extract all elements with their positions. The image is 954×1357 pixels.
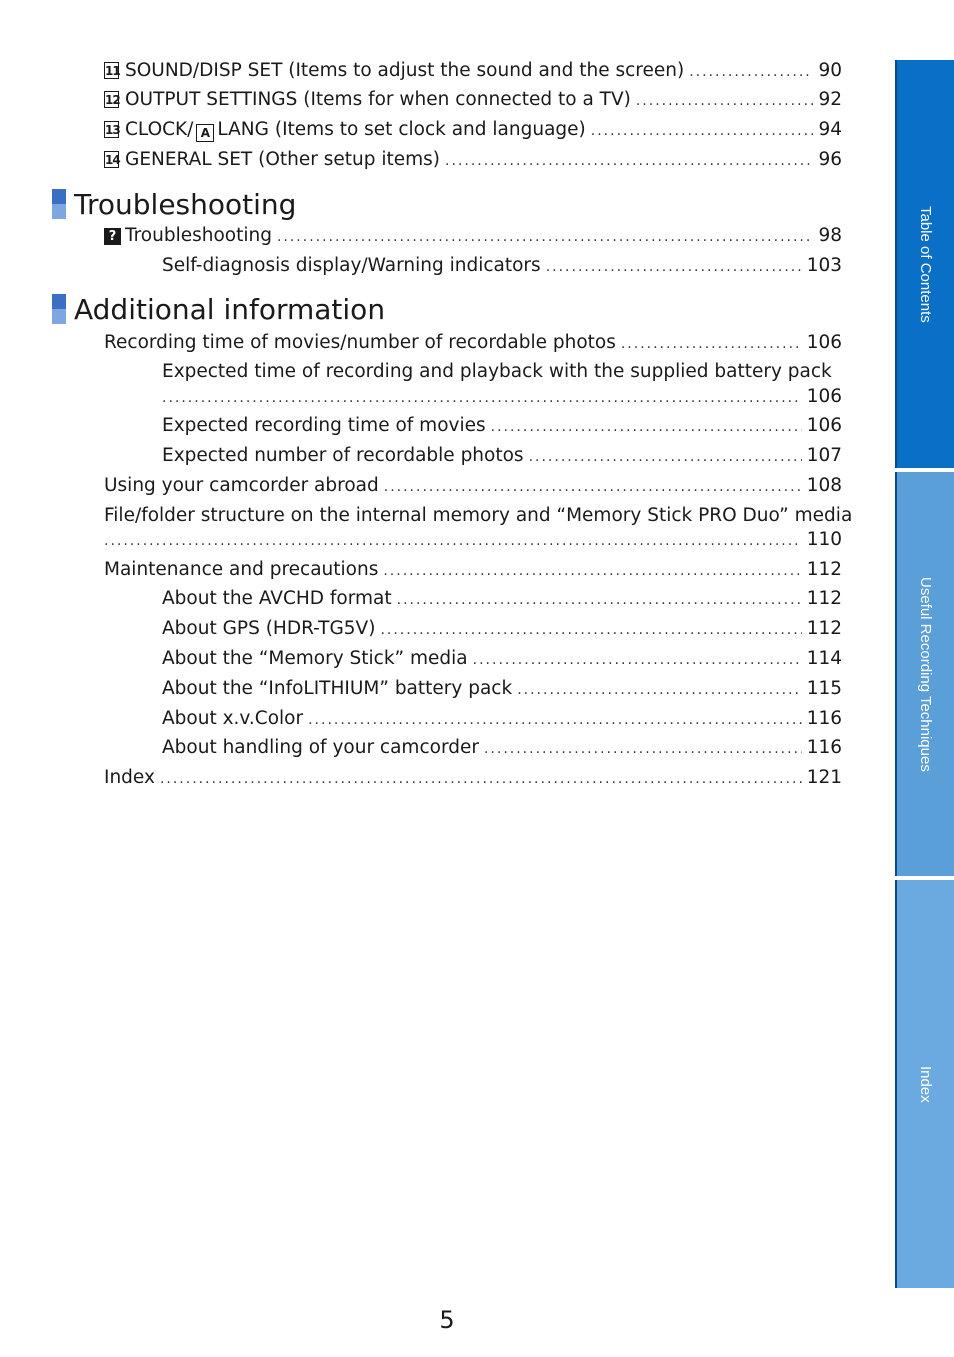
section-title: Additional information [74, 292, 386, 326]
toc-entry-infolithium[interactable] [162, 677, 842, 702]
toc-page-number: 96 [818, 149, 842, 170]
leader-dots [380, 618, 801, 642]
toc-entry-file-folder[interactable] [104, 528, 842, 553]
leader-dots [689, 60, 813, 84]
toc-entry-recording-time[interactable] [104, 331, 842, 356]
leader-dots [484, 737, 802, 761]
toc-entry-sound-disp-set[interactable] [104, 59, 842, 84]
toc-entry-label: Expected number of recordable photos [162, 445, 524, 466]
toc-entry-label: 11 SOUND/DISP SET (Items to adjust the sound and the screen) [105, 60, 685, 81]
tab-label: Useful Recording Techniques [917, 576, 934, 772]
language-icon: A [196, 124, 214, 142]
toc-entry-avchd[interactable] [162, 587, 842, 612]
leader-dots [162, 386, 802, 410]
toc-entry-memory-stick[interactable] [162, 647, 842, 672]
toc-page-number: 114 [806, 648, 842, 669]
number-11-icon: 11 [105, 64, 120, 78]
number-14-icon: 14 [105, 153, 120, 167]
number-13-icon: 13 [105, 123, 120, 137]
tab-table-of-contents[interactable] [895, 60, 954, 468]
leader-dots [591, 119, 814, 143]
leader-dots [104, 529, 802, 553]
leader-dots [621, 332, 802, 356]
toc-entry-clock-lang[interactable] [104, 118, 842, 143]
toc-entry-using-abroad[interactable] [104, 474, 842, 499]
toc-page-number: 108 [806, 475, 842, 496]
leader-dots [397, 588, 802, 612]
toc-page-number: 116 [806, 737, 842, 758]
toc-entry-label: Using your camcorder abroad [104, 475, 379, 496]
leader-dots [384, 475, 802, 499]
toc-entry-expected-time[interactable] [162, 385, 842, 410]
leader-dots [529, 445, 802, 469]
tab-useful-recording-techniques[interactable] [895, 472, 954, 876]
toc-page-number: 107 [806, 445, 842, 466]
toc-entry-label: About the “InfoLITHIUM” battery pack [162, 678, 513, 699]
toc-page-number: 94 [818, 119, 842, 140]
toc-entry-label-expected-time[interactable]: Expected time of recording and playback with the supplied battery pack [162, 361, 832, 382]
toc-entry-maintenance[interactable] [104, 558, 842, 583]
toc-entry-gps[interactable] [162, 617, 842, 642]
toc-entry-xvcolor[interactable] [162, 707, 842, 732]
toc-page-number: 116 [806, 708, 842, 729]
toc-page-number: 98 [818, 225, 842, 246]
page-number: 5 [439, 1306, 455, 1334]
toc-page-number: 121 [806, 767, 842, 788]
number-12-icon: 12 [105, 93, 120, 107]
toc-entry-self-diagnosis[interactable] [162, 254, 842, 279]
tab-label: Index [917, 1065, 934, 1103]
toc-entry-label: About handling of your camcorder [162, 737, 479, 758]
question-icon: ? [104, 228, 121, 245]
toc-entry-label: Index [104, 767, 155, 788]
toc-entry-label: ? Troubleshooting [104, 224, 272, 248]
toc-page-number: 110 [806, 529, 842, 550]
section-marker-icon [52, 189, 66, 219]
leader-dots [383, 559, 801, 583]
toc-page-number: 92 [818, 89, 842, 110]
toc-entry-expected-photos[interactable] [162, 444, 842, 469]
toc-page-number: 106 [806, 415, 842, 436]
leader-dots [491, 415, 802, 439]
toc-entry-label: Expected recording time of movies [162, 415, 486, 436]
toc-entry-label-file-folder[interactable]: File/folder structure on the internal memory and “Memory Stick PRO Duo” media [104, 505, 853, 526]
toc-page-number: 115 [806, 678, 842, 699]
leader-dots [308, 708, 802, 732]
toc-entry-label: About GPS (HDR-TG5V) [162, 618, 376, 639]
toc-entry-label: Self-diagnosis display/Warning indicators [162, 255, 541, 276]
toc-entry-general-set[interactable] [104, 148, 842, 173]
toc-entry-output-settings[interactable] [104, 88, 842, 113]
tab-label: Table of Contents [917, 205, 934, 323]
section-heading-troubleshooting [52, 188, 296, 220]
toc-entry-label: 12 OUTPUT SETTINGS (Items for when connected to a TV) [105, 89, 631, 110]
toc-entry-expected-recording-time[interactable] [162, 414, 842, 439]
leader-dots [277, 225, 814, 249]
tab-index[interactable] [895, 880, 954, 1288]
toc-page-number: 90 [818, 60, 842, 81]
section-heading-additional-information [52, 293, 385, 325]
toc-entry-label: 14 GENERAL SET (Other setup items) [105, 149, 441, 170]
section-marker-icon [52, 294, 66, 324]
toc-entry-label: About the “Memory Stick” media [162, 648, 468, 669]
leader-dots [546, 255, 802, 279]
leader-dots [517, 678, 802, 702]
toc-entry-label: 13 CLOCK/ A LANG (Items to set clock and language) [105, 119, 586, 140]
leader-dots [636, 89, 814, 113]
leader-dots [160, 767, 802, 791]
toc-page-number: 103 [806, 255, 842, 276]
leader-dots [445, 149, 813, 173]
section-title: Troubleshooting [74, 187, 297, 221]
toc-page-number: 106 [806, 332, 842, 353]
leader-dots [473, 648, 802, 672]
toc-entry-label: Maintenance and precautions [104, 559, 379, 580]
toc-entry-handling[interactable] [162, 736, 842, 761]
toc-entry-label: About x.v.Color [162, 708, 304, 729]
toc-entry-index[interactable] [104, 766, 842, 791]
toc-entry-label: About the AVCHD format [162, 588, 392, 609]
toc-page-number: 106 [806, 386, 842, 407]
toc-page-number: 112 [806, 618, 842, 639]
toc-page-number: 112 [806, 588, 842, 609]
toc-entry-label: Recording time of movies/number of recordable photos [104, 332, 616, 353]
toc-entry-troubleshooting[interactable] [104, 224, 842, 249]
toc-page-number: 112 [806, 559, 842, 580]
